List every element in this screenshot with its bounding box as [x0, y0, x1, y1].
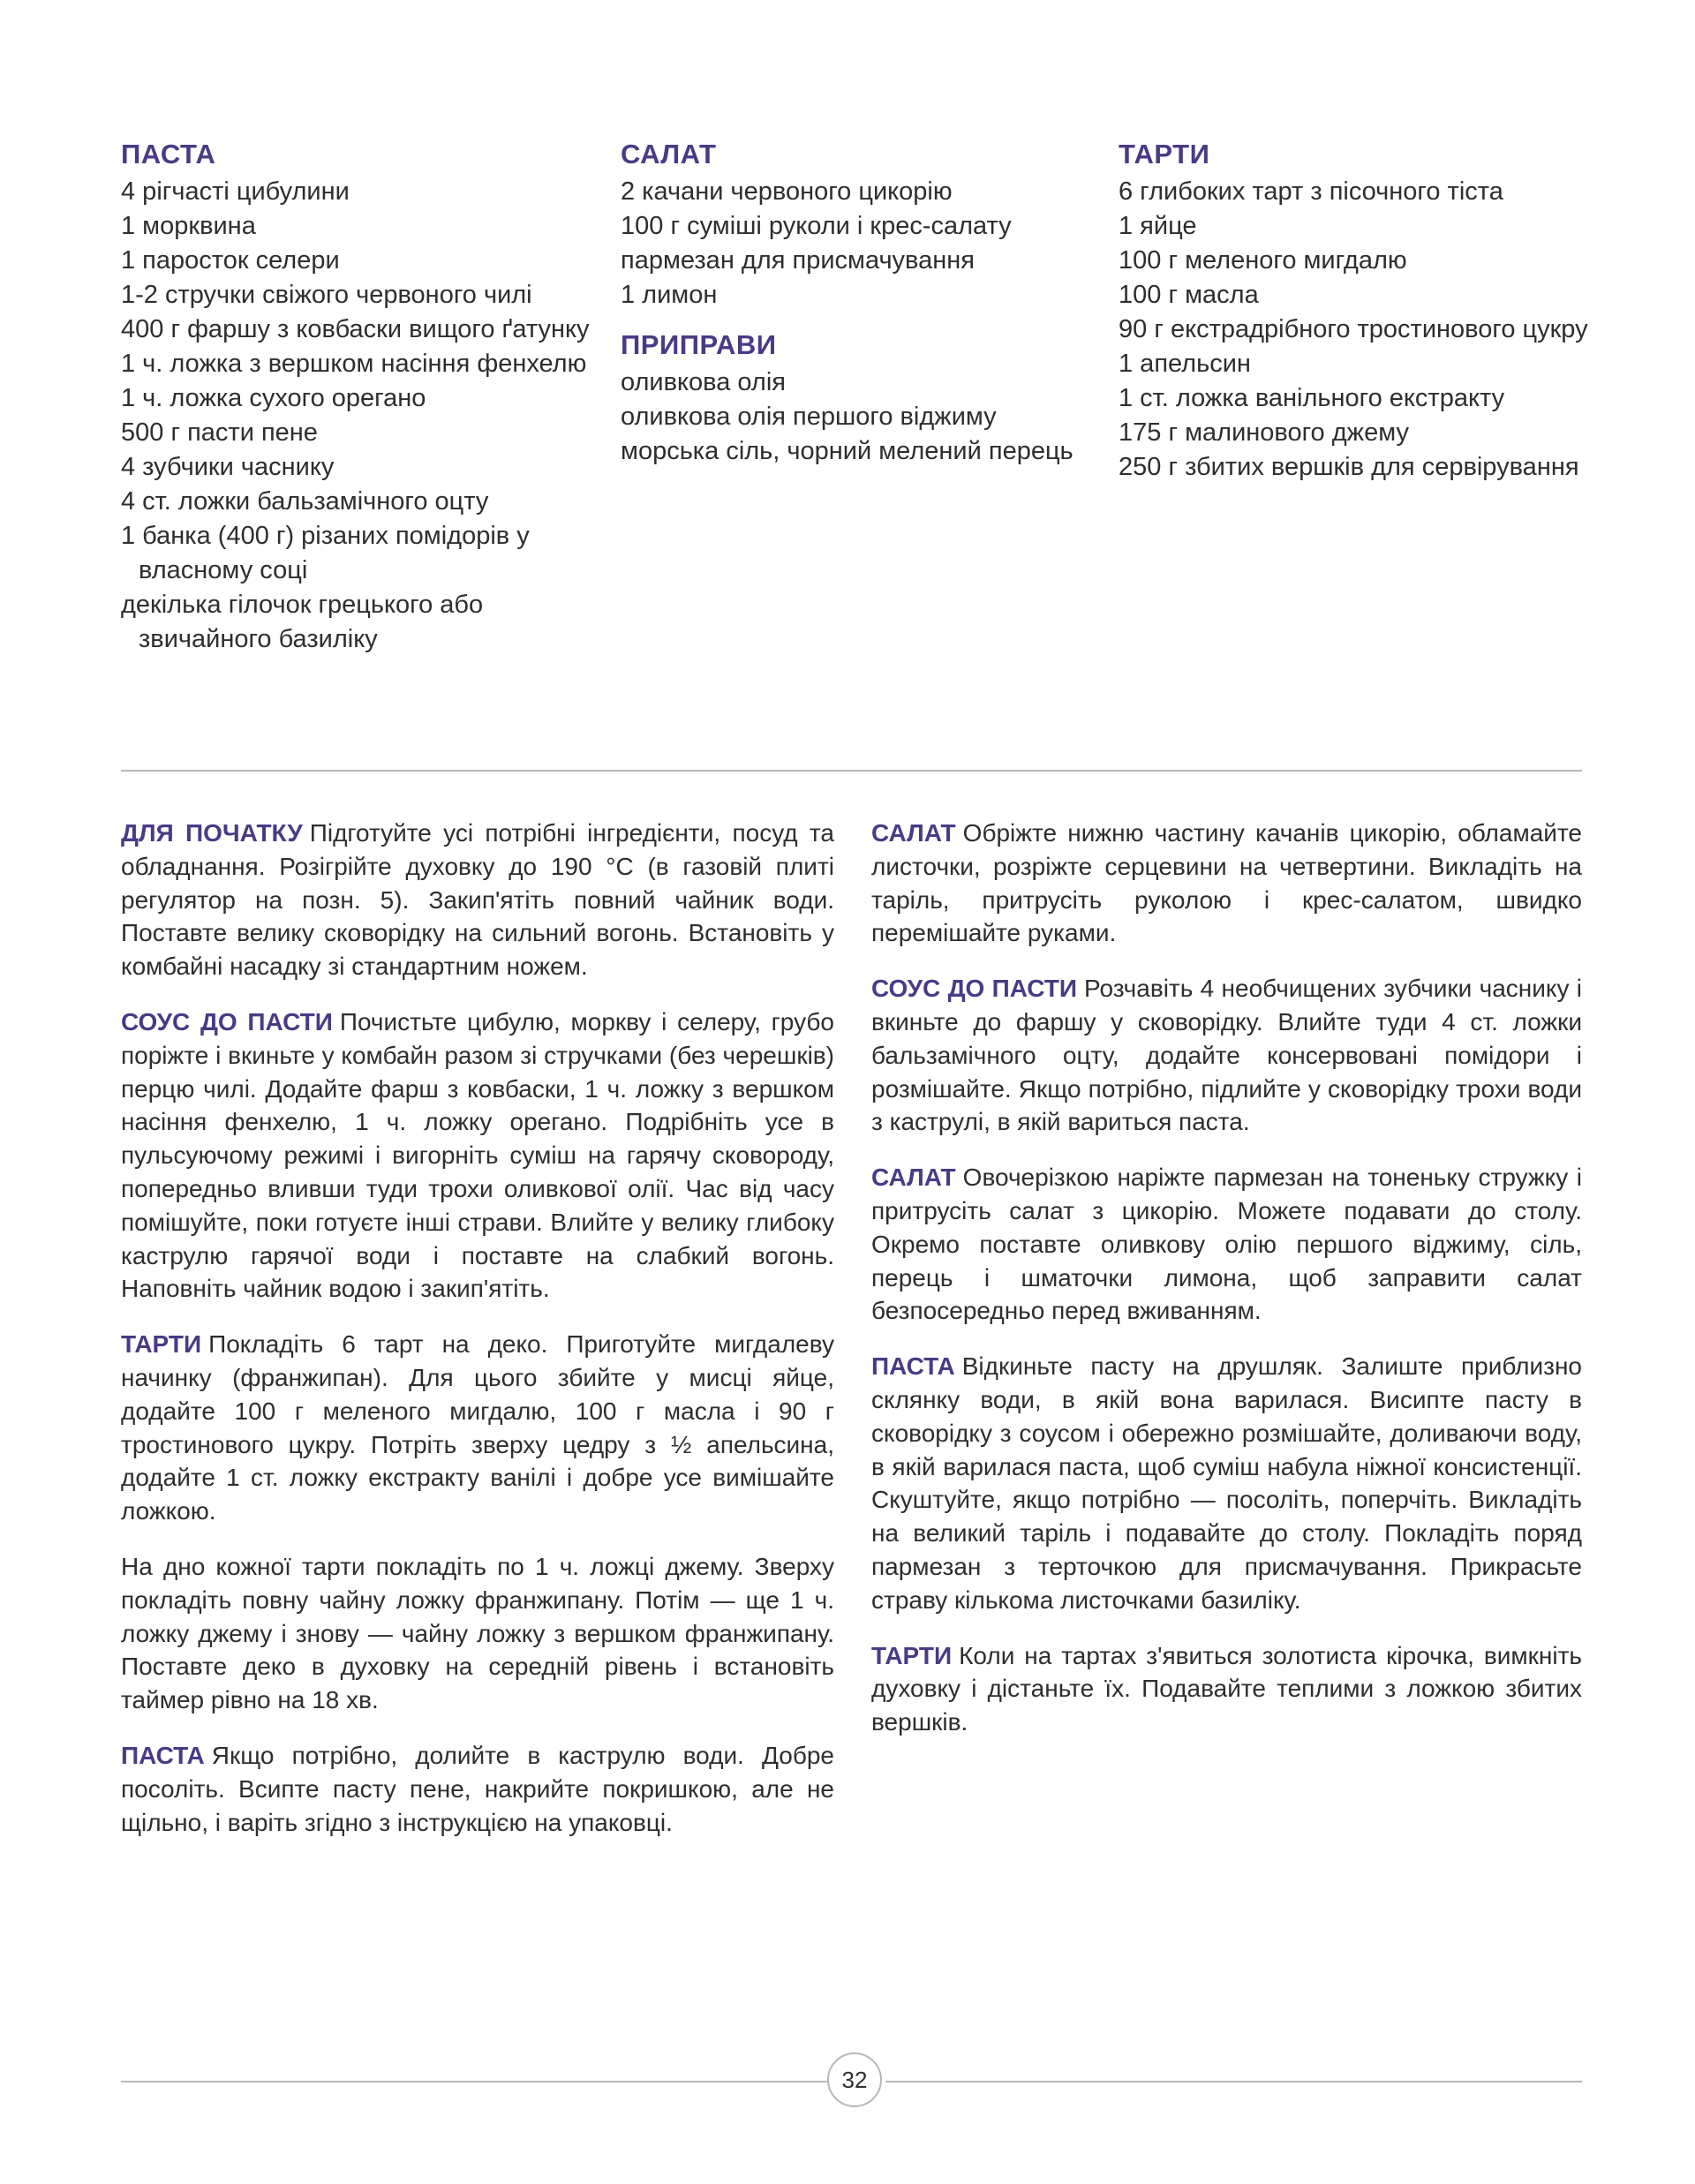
footer-rule-right [885, 2081, 1582, 2082]
footer-rule-left [121, 2081, 827, 2082]
step-lead: ПАСТА [871, 1352, 955, 1381]
step-text: Якщо потрібно, долийте в каструлю води. Добре посоліть. Всипте пасту пене, накрийте покришкою, але не щільно, і варіть згідно з інструкцією на упаковці. [121, 1741, 834, 1836]
ingredient-item: пармезан для присмачування [621, 246, 976, 275]
ingredient-item: 1 ч. ложка сухого орегано [121, 384, 426, 412]
ingredient-item: 100 г меленого мигдалю [1119, 246, 1407, 275]
ingredients-tarts-list [1119, 175, 1613, 485]
step-text: Підготуйте усі потрібні інгредієнти, посуд та обладнання. Розігрійте духовку до 190 °С (в газовій плиті регулятор на позн. 5). Закип'ятіть повний чайник води. Поставте велику сковорідку на сильний вогонь. Встановіть у комбайні насадку зі стандартним ножем. [121, 819, 834, 981]
method-paragraph [871, 1350, 1582, 1616]
step-lead: САЛАТ [871, 819, 956, 847]
ingredient-item: оливкова олія першого віджиму [621, 403, 997, 431]
ingredient-item: 1 лимон [621, 281, 718, 309]
ingredients-pasta-list [121, 175, 598, 657]
ingredients-pasta-title: ПАСТА [121, 139, 216, 169]
ingredient-item: 6 глибоких тарт з пісочного тіста [1119, 177, 1503, 206]
ingredient-item: оливкова олія [621, 368, 786, 396]
section-divider [121, 770, 1582, 772]
ingredients-salad-list [621, 175, 1080, 313]
ingredient-item: 175 г малинового джему [1119, 418, 1409, 447]
ingredient-item: 250 г збитих вершків для сервірування [1119, 453, 1579, 481]
page-number: 32 [827, 2052, 882, 2107]
step-lead: СОУС ДО ПАСТИ [871, 975, 1078, 1003]
step-text: Покладіть 6 тарт на деко. Приготуйте мигдалеву начинку (франжипан). Для цього збийте у мисці яйце, додайте 100 г меленого мигдалю, 100 г масла і 90 г тростинового цукру. Потріть зверху цедру з ½ апельсина, додайте 1 ст. ложку екстракту ванілі і добре усе вимішайте ложкою. [121, 1330, 834, 1525]
step-text: Обріжте нижню частину качанів цикорію, обламайте листочки, розріжте серцевини на четвертини. Викладіть на таріль, притрусіть руколою і крес-салатом, швидко перемішайте руками. [871, 819, 1582, 947]
step-lead: ПАСТА [121, 1741, 205, 1769]
method-paragraph [121, 1005, 834, 1306]
ingredient-item: морська сіль, чорний мелений перець [621, 437, 1074, 465]
step-text: Овочерізкою наріжте пармезан на тоненьку стружку і притрусіть салат з цикорію. Можете подавати до столу. Окремо поставте оливкову олію першого віджиму, сіль, перець і шматочки лимона, щоб заправити салат безпосередньо перед вживанням. [871, 1164, 1582, 1325]
method-paragraph [121, 1328, 834, 1528]
method-paragraph [871, 1639, 1582, 1739]
method-left-column [121, 817, 834, 1861]
method-right-column [871, 817, 1582, 1761]
ingredients-seasonings-title: ПРИПРАВИ [621, 329, 777, 360]
step-text: Розчавіть 4 необчищених зубчики часнику і вкиньте до фаршу у сковорідку. Влийте туди 4 ст. ложки бальзамічного оцту, додайте консервовані помідори і розмішайте. Якщо потрібно, підлийте у сковорідку трохи води з каструлі, в якій вариться паста. [871, 975, 1583, 1136]
ingredients-tarts [1119, 134, 1613, 485]
ingredient-item: 1 морквина [121, 212, 256, 240]
ingredient-item: 1 ч. ложка з вершком насіння фенхелю [121, 350, 587, 378]
ingredient-item: 1 ст. ложка ванільного екстракту [1119, 384, 1505, 412]
step-lead: ТАРТИ [871, 1641, 953, 1669]
ingredient-item: декілька гілочок грецького або звичайного базиліку [121, 591, 484, 653]
ingredient-item: 1 паросток селери [121, 246, 340, 275]
ingredients-tarts-title: ТАРТИ [1119, 139, 1210, 169]
ingredient-item: 1 апельсин [1119, 350, 1251, 378]
method-paragraph [121, 1550, 834, 1717]
step-lead: САЛАТ [871, 1164, 956, 1192]
ingredient-item: 1 банка (400 г) різаних помідорів у власному соці [121, 522, 530, 584]
step-text: Відкиньте пасту на друшляк. Залиште приблизно склянку води, в якій вона варилася. Висипте пасту в сковорідку з соусом і обережно розмішайте, доливаючи воду, в якій варилася паста, щоб суміш набула ніжної консистенції. Скуштуйте, якщо потрібно — посоліть, поперчіть. Викладіть на великий таріль і подавайте до столу. Покладіть поряд пармезан з терточкою для присмачування. Прикрасьте страву кількома листочками базиліку. [871, 1352, 1582, 1614]
ingredient-item: 4 зубчики часнику [121, 453, 335, 481]
ingredients-seasonings-list [621, 365, 1080, 469]
ingredient-item: 100 г суміші руколи і крес-салату [621, 212, 1012, 240]
ingredient-item: 500 г пасти пене [121, 418, 318, 447]
ingredient-item: 4 рігчасті цибулини [121, 177, 350, 206]
step-lead: ТАРТИ [121, 1330, 202, 1359]
method-paragraph [871, 817, 1582, 950]
step-text: Коли на тартах з'явиться золотиста кірочка, вимкніть духовку і дістаньте їх. Подавайте теплими з ложкою збитих вершків. [871, 1641, 1582, 1736]
step-text: Почистьте цибулю, моркву і селеру, грубо поріжте і вкиньте у комбайн разом зі стручками (без черешків) перцю чилі. Додайте фарш з ковбаски, 1 ч. ложку з вершком насіння фенхелю, 1 ч. ложку орегано. Подрібніть усе в пульсуючому режимі і вигорніть суміш на гарячу сковороду, попередньо вливши туди трохи оливкової олії. Час від часу помішуйте, поки готуєте інші страви. Влийте у велику глибоку каструлю гарячої води і поставте на слабкий вогонь. Наповніть чайник водою і закип'ятіть. [121, 1007, 834, 1303]
step-lead: СОУС ДО ПАСТИ [121, 1007, 333, 1036]
method-paragraph [871, 972, 1582, 1139]
method-paragraph [871, 1161, 1582, 1328]
ingredient-item: 1-2 стручки свіжого червоного чилі [121, 281, 532, 309]
method-paragraph [121, 817, 834, 983]
ingredients-salad-seasonings [621, 134, 1080, 469]
ingredient-item: 400 г фаршу з ковбаски вищого ґатунку [121, 315, 590, 343]
ingredients-pasta [121, 134, 598, 657]
step-text: На дно кожної тарти покладіть по 1 ч. ложці джему. Зверху покладіть повну чайну ложку франжипану. Потім — ще 1 ч. ложку джему і знову — чайну ложку з вершком франжипану. Поставте деко в духовку на середній рівень і встановіть таймер рівно на 18 хв. [121, 1552, 834, 1714]
ingredients-salad-title: САЛАТ [621, 139, 717, 169]
ingredient-item: 90 г екстрадрібного тростинового цукру [1119, 315, 1588, 343]
ingredient-item: 4 ст. ложки бальзамічного оцту [121, 487, 489, 516]
ingredient-item: 100 г масла [1119, 281, 1259, 309]
ingredient-item: 2 качани червоного цикорію [621, 177, 953, 206]
step-lead: ДЛЯ ПОЧАТКУ [121, 819, 303, 847]
ingredient-item: 1 яйце [1119, 212, 1197, 240]
method-paragraph [121, 1739, 834, 1839]
